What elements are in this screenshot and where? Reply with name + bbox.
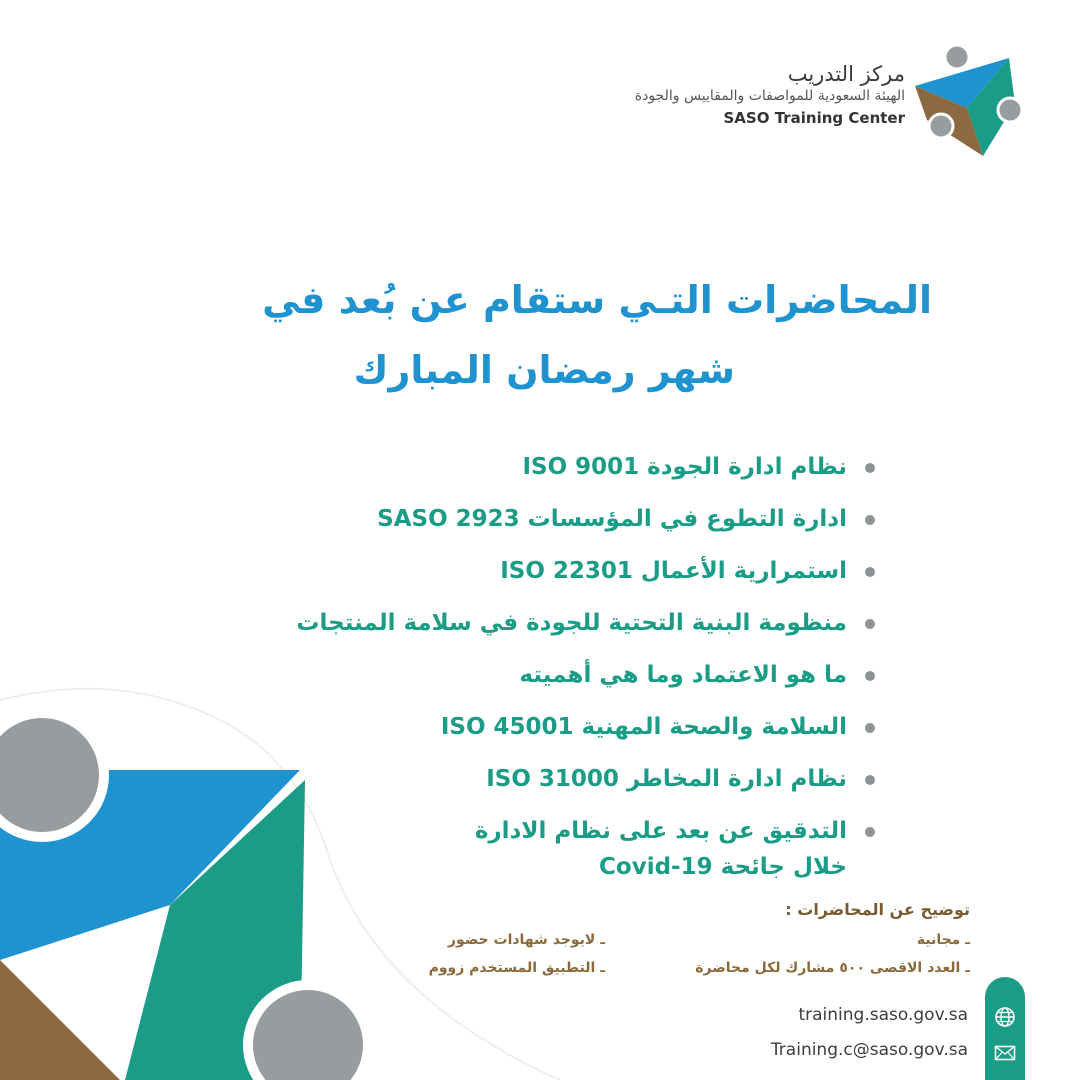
- list-item: [175, 764, 875, 794]
- lecture-title: السلامة والصحة المهنية ISO 45001: [440, 714, 847, 740]
- list-item: [175, 452, 875, 482]
- saso-logo-icon: [905, 38, 1035, 163]
- website-link[interactable]: training.saso.gov.sa: [798, 1005, 968, 1025]
- page-title-line-2: شهر رمضان المبارك: [353, 348, 735, 392]
- bullet-icon: [865, 827, 875, 837]
- contact-bar: [985, 977, 1025, 1080]
- bullet-icon: [865, 775, 875, 785]
- lecture-title: نظام ادارة المخاطر ISO 31000: [486, 766, 847, 792]
- email-link[interactable]: Training.c@saso.gov.sa: [770, 1040, 968, 1060]
- mail-icon: [993, 1041, 1017, 1065]
- list-item: [175, 816, 875, 882]
- list-item: [175, 712, 875, 742]
- bullet-icon: [865, 671, 875, 681]
- header-english-title: SASO Training Center: [723, 109, 905, 127]
- lecture-title: نظام ادارة الجودة ISO 9001: [522, 454, 847, 480]
- note-no-certificates: ـ لايوجد شهادات حضور: [447, 932, 605, 948]
- globe-icon: [993, 1005, 1017, 1029]
- list-item: [175, 660, 875, 690]
- list-item: [175, 556, 875, 586]
- bullet-icon: [865, 515, 875, 525]
- lecture-title: منظومة البنية التحتية للجودة في سلامة المنتجات: [296, 610, 847, 636]
- list-item: [175, 608, 875, 638]
- lecture-title-continuation: خلال جائحة Covid-19: [599, 854, 847, 880]
- lecture-list: [175, 452, 875, 904]
- lecture-title: ما هو الاعتماد وما هي أهميته: [519, 662, 847, 688]
- lecture-title: استمرارية الأعمال ISO 22301: [500, 558, 847, 584]
- header-arabic-subtitle: الهيئة السعودية للمواصفات والمقاييس والجودة: [634, 88, 905, 104]
- list-item: [175, 504, 875, 534]
- bullet-icon: [865, 619, 875, 629]
- bullet-icon: [865, 567, 875, 577]
- header-arabic-title: مركز التدريب: [787, 62, 905, 86]
- note-app-zoom: ـ التطبيق المستخدم زووم: [428, 960, 605, 976]
- note-free: ـ مجانية: [916, 932, 970, 948]
- bullet-icon: [865, 463, 875, 473]
- lecture-title: ادارة التطوع في المؤسسات SASO 2923: [377, 506, 847, 532]
- note-max-participants: ـ العدد الاقصى ٥٠٠ مشارك لكل محاضرة: [695, 960, 970, 976]
- page-title-line-1: المحاضرات التـي ستقام عن بُعد في: [262, 278, 932, 322]
- bullet-icon: [865, 723, 875, 733]
- notes-heading: توضيح عن المحاضرات :: [785, 900, 970, 919]
- lecture-title: التدقيق عن بعد على نظام الادارة: [474, 818, 847, 844]
